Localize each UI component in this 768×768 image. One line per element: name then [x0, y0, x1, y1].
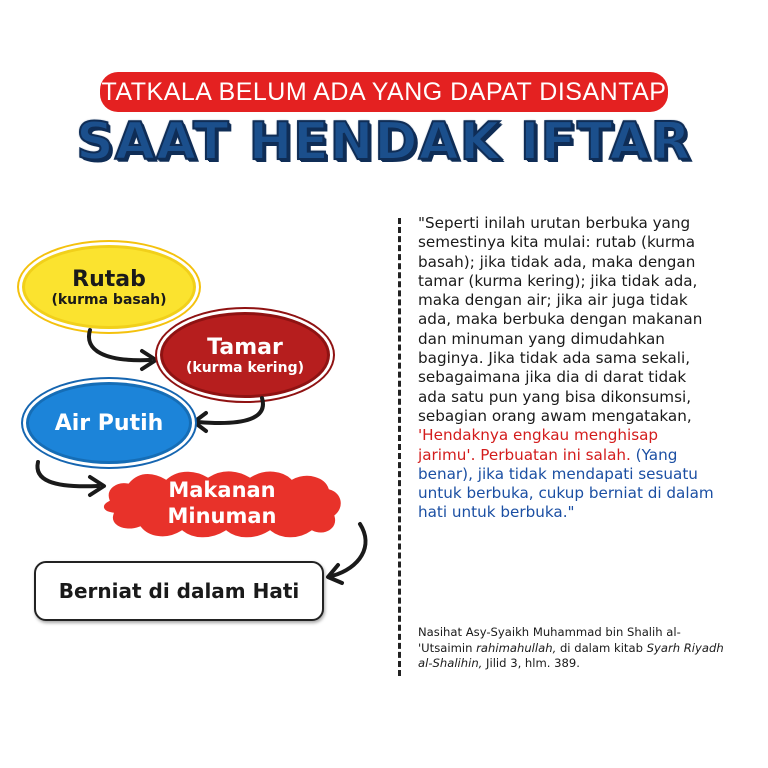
arrow-rutab-to-tamar-icon: [84, 326, 166, 372]
credit-text3: Jilid 3, hlm. 389.: [482, 656, 580, 670]
step-makanan: [94, 462, 350, 544]
quote-part2: 'Hendaknya engkau menghisap jarimu'. Perbuatan ini salah.: [418, 426, 659, 464]
step-tamar-label: Tamar: [207, 334, 283, 360]
credit-italic2: Syarh Riyadh al-Shalihin,: [418, 640, 724, 670]
credit-text2: di dalam kitab: [556, 640, 647, 655]
step-air-label: Air Putih: [54, 410, 164, 436]
arrow-tamar-to-air-icon: [186, 394, 270, 434]
credit-text1: Nasihat Asy-Syaikh Muhammad bin Shalih al-'Utsaimin: [418, 625, 681, 655]
step-makanan-line2: Minuman: [167, 504, 277, 528]
step-air-putih: [26, 382, 192, 464]
credit-italic1: rahimahullah,: [476, 640, 557, 655]
step-rutab-label: Rutab: [72, 266, 146, 292]
subtitle-text: TATKALA BELUM ADA YANG DAPAT DISANTAP: [101, 77, 667, 106]
quote-text: [418, 214, 718, 523]
quote-part3: (Yang benar), jika tidak mendapati sesuatu untuk berbuka, cukup berniat di dalam hati untuk berbuka.": [418, 445, 714, 522]
arrow-makanan-to-niat-icon: [316, 520, 376, 586]
step-niat-label: Berniat di dalam Hati: [58, 579, 300, 603]
step-niat: [34, 561, 324, 621]
subtitle-banner: [100, 72, 668, 112]
quote-part1: "Seperti inilah urutan berbuka yang semestinya kita mulai: rutab (kurma basah); jika tidak ada, maka dengan tamar (kurma kering); jika tidak ada, maka dengan air; jika air juga tidak ada, maka berbuka dengan makanan dan minuman yang dimudahkan baginya. Jika tidak ada sama sekali, sebagaimana jika dia di darat tidak ada satu pun yang bisa dikonsumsi, sebagian orang awam mengatakan,: [418, 214, 703, 425]
step-rutab-sub: (kurma basah): [51, 291, 167, 308]
step-tamar: [160, 312, 330, 398]
main-title: SAAT HENDAK IFTAR: [76, 112, 692, 172]
source-credit: [418, 625, 728, 672]
step-rutab: [22, 245, 196, 329]
step-makanan-line1: Makanan: [168, 478, 276, 502]
step-tamar-sub: (kurma kering): [185, 359, 304, 376]
dashed-divider: [398, 218, 401, 676]
